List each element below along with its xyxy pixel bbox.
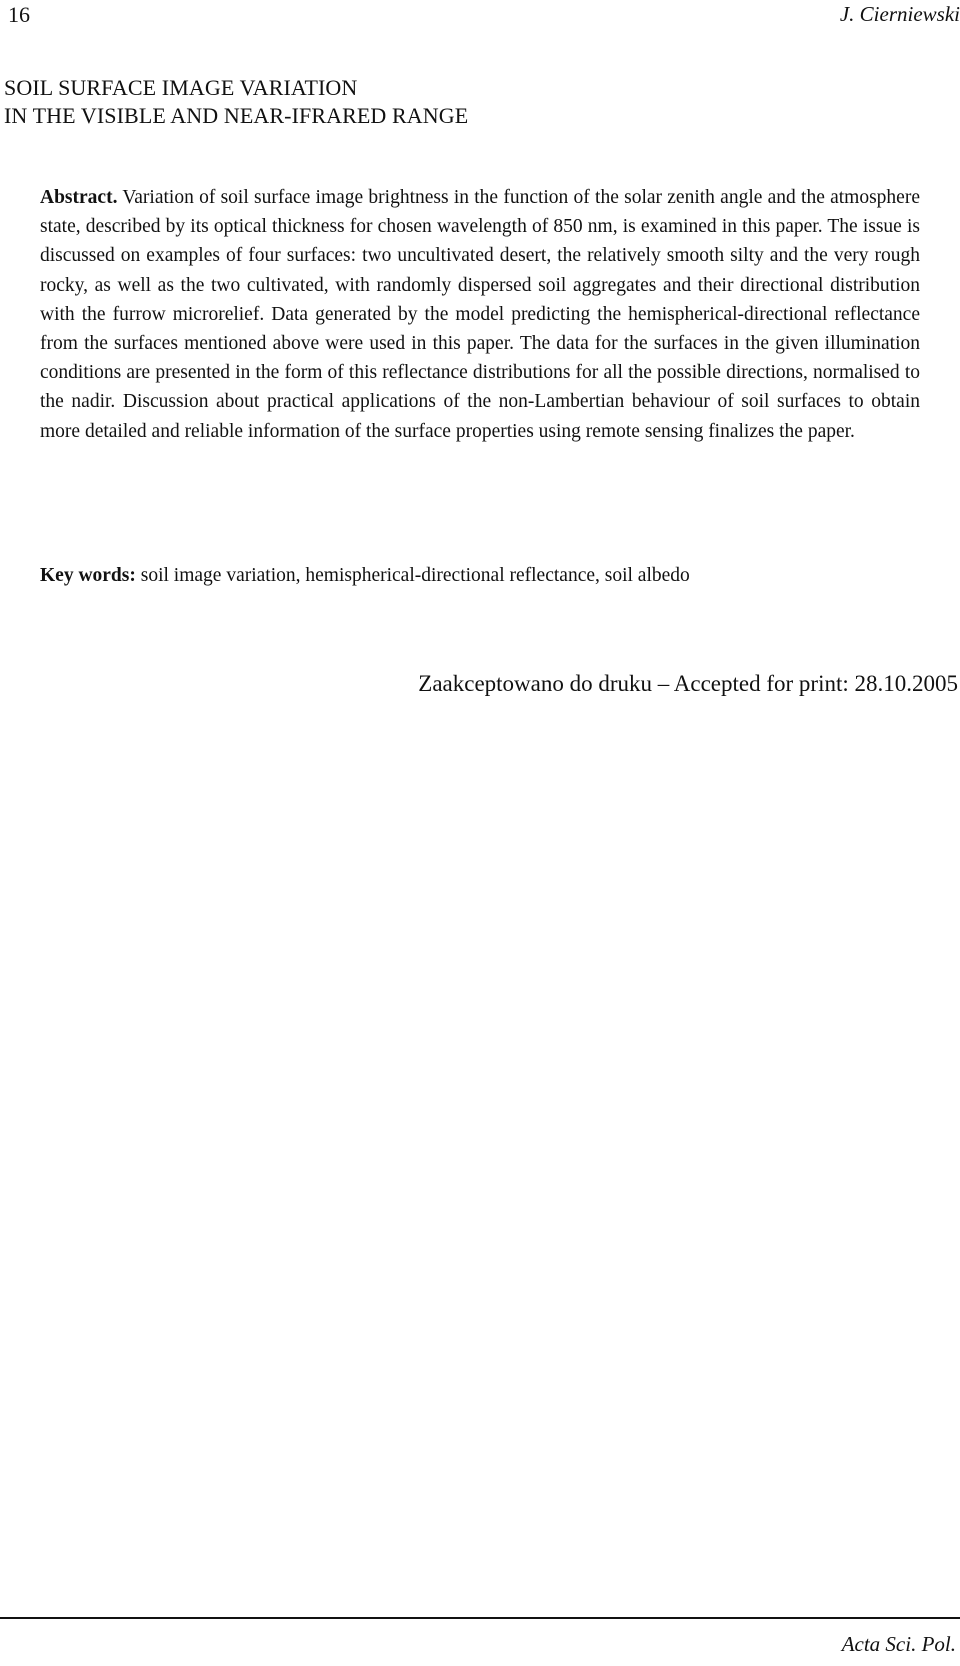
paper-title-line-1: SOIL SURFACE IMAGE VARIATION (4, 75, 358, 100)
abstract-label: Abstract. (40, 187, 118, 208)
keywords-text: soil image variation, hemispherical-directional reflectance, soil albedo (140, 565, 690, 586)
paper-title-line-2: IN THE VISIBLE AND NEAR-IFRARED RANGE (4, 103, 469, 128)
keywords (40, 561, 690, 590)
paper-title (4, 74, 468, 130)
page-number: 16 (8, 2, 30, 27)
abstract-text: Variation of soil surface image brightness in the function of the solar zenith angle and the atmosphere state, described by its optical thickness for chosen wavelength of 850 nm, is examined in this paper. The issue is discussed on examples of four surfaces: two uncultivated desert, the relatively smooth silty and the very rough rocky, as well as the two cultivated, with randomly dispersed soil aggregates and their directional distribution with the furrow microrelief. Data generated by the model predicting the hemispherical-directional reflectance from the surfaces mentioned above were used in this paper. The data for the surfaces in the given illumination conditions are presented in the form of this reflectance distributions for all the possible directions, normalised to the nadir. Discussion about practical applications of the non-Lambertian behaviour of soil surfaces to obtain more detailed and reliable information of the surface properties using remote sensing finalizes the paper. (40, 187, 920, 442)
accepted-date: Zaakceptowano do druku – Accepted for print: 28.10.2005 (418, 671, 958, 696)
keywords-label: Key words: (40, 565, 136, 586)
running-author: J. Cierniewski (839, 2, 960, 26)
footer-journal-name: Acta Sci. Pol. (841, 1632, 956, 1656)
abstract (40, 183, 920, 446)
footer-divider (0, 1617, 960, 1619)
